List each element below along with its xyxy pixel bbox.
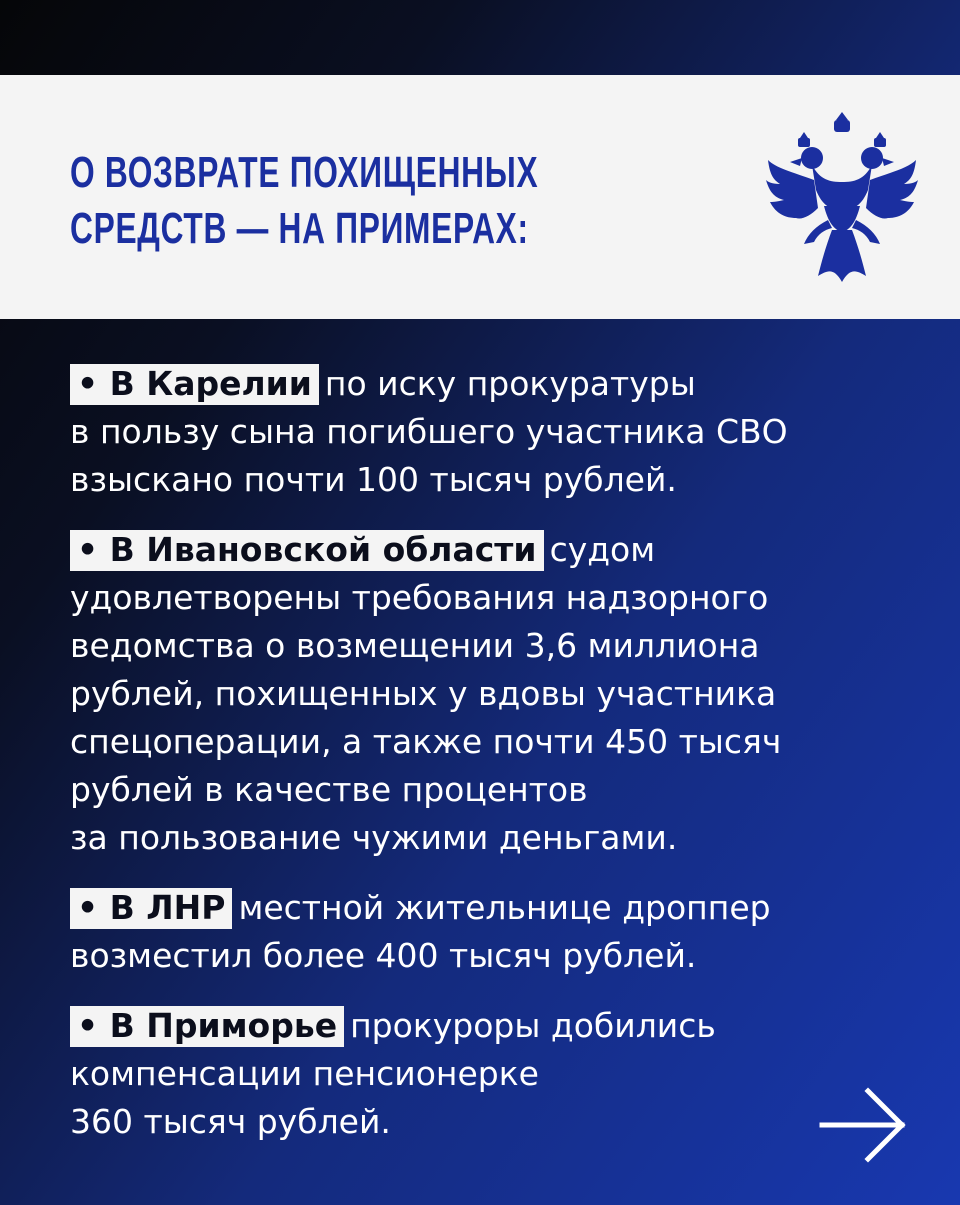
item-line: удовлетворены требования надзорного	[70, 578, 769, 617]
item-text: судом	[549, 530, 656, 569]
item-highlight: • В Карелии	[70, 364, 319, 405]
item-line: взыскано почти 100 тысяч рублей.	[70, 460, 677, 499]
item-line	[70, 884, 910, 932]
list-item	[70, 1002, 910, 1146]
item-text: по иску прокуратуры	[324, 364, 696, 403]
arrow-right-icon[interactable]	[818, 1085, 910, 1165]
page-title	[70, 145, 539, 257]
item-line: спецоперации, а также почти 450 тысяч	[70, 722, 782, 761]
item-line	[70, 526, 910, 574]
title-line-2: СРЕДСТВ — НА ПРИМЕРАХ:	[70, 204, 529, 253]
item-line: в пользу сына погибшего участника СВО	[70, 412, 788, 451]
items-list	[70, 360, 910, 1168]
item-line	[70, 360, 910, 408]
list-item	[70, 884, 910, 980]
list-item	[70, 360, 910, 504]
double-headed-eagle-icon	[762, 110, 922, 285]
title-line-1: О ВОЗВРАТЕ ПОХИЩЕННЫХ	[70, 148, 539, 197]
item-line: компенсации пенсионерке	[70, 1054, 539, 1093]
item-line: рублей, похищенных у вдовы участника	[70, 674, 777, 713]
item-line: ведомства о возмещении 3,6 миллиона	[70, 626, 760, 665]
item-line: возместил более 400 тысяч рублей.	[70, 936, 697, 975]
item-line: 360 тысяч рублей.	[70, 1102, 391, 1141]
item-line: рублей в качестве процентов	[70, 770, 588, 809]
item-line	[70, 1002, 910, 1050]
item-text: прокуроры добились	[350, 1006, 716, 1045]
list-item	[70, 526, 910, 862]
item-line: за пользование чужими деньгами.	[70, 818, 678, 857]
item-highlight: • В ЛНР	[70, 888, 232, 929]
item-highlight: • В Приморье	[70, 1006, 344, 1047]
item-highlight: • В Ивановской области	[70, 530, 544, 571]
item-text: местной жительнице дроппер	[238, 888, 771, 927]
